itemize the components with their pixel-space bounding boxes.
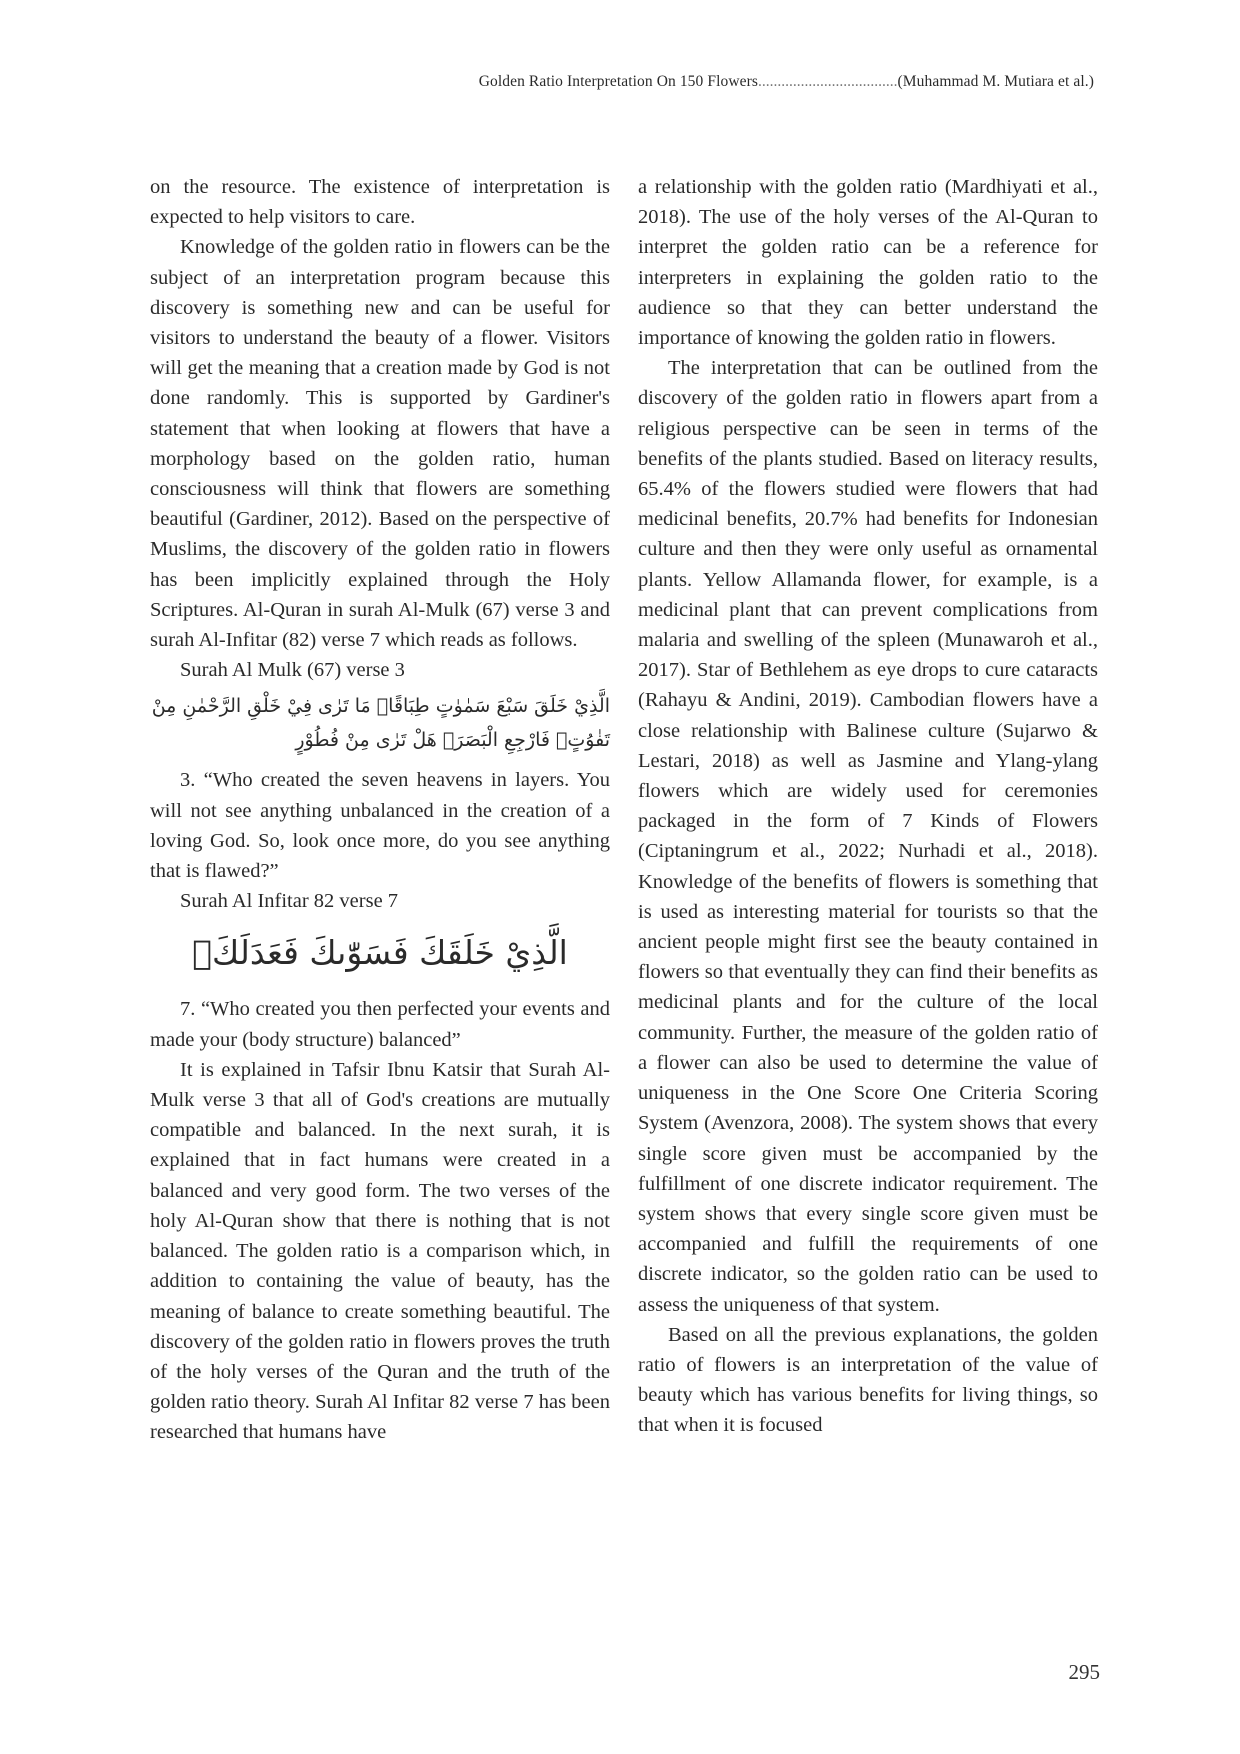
running-header — [479, 73, 1094, 91]
paragraph: The interpretation that can be outlined from the discovery of the golden ratio in flowers apart from a religious perspective can be seen in terms of the benefits of the plants studied. Based on literacy results, 65.4% of the flowers studied were flowers that had medicinal benefits, 20.7% had benefits for Indonesian culture and then they were only useful as ornamental plants. Yellow Allamanda flower, for example, is a medicinal plant that can prevent complications from malaria and swelling of the spleen (Munawaroh et al., 2017). Star of Bethlehem as eye drops to cure cataracts (Rahayu & Andini, 2019). Cambodian flowers have a close relationship with Balinese culture (Sujarwo & Lestari, 2018) as well as Jasmine and Ylang-ylang flowers which are widely used for ceremonies packaged in the form of 7 Kinds of Flowers (Ciptaningrum et al., 2022; Nurhadi et al., 2018). Knowledge of the benefits of flowers is something that is used as interesting material for tourists so that the ancient people might first see the beauty contained in flowers so that eventually they can find their benefits as medicinal plants and for the culture of the local community. Further, the measure of the golden ratio of a flower can also be used to determine the value of uniqueness in the One Score One Criteria Scoring System (Avenzora, 2008). The system shows that every single score given must be accompanied by the fulfillment of one discrete indicator requirement. The system shows that every single score given must be accompanied and fulfill the requirements of one discrete indicator, so the golden ratio can be used to assess the uniqueness of that system. — [638, 357, 1098, 1316]
surah-label: Surah Al Infitar 82 verse 7 — [180, 890, 399, 913]
arabic-verse: الَّذِيْ خَلَقَكَ فَسَوّٰىكَ فَعَدَلَكَۙ — [192, 933, 568, 973]
paragraph: It is explained in Tafsir Ibnu Katsir that Surah Al-Mulk verse 3 that all of God's creations are mutually compatible and balanced. In the next surah, it is explained that in fact humans were created in a balanced and very good form. The two verses of the holy Al-Quran show that there is nothing that is not balanced. The golden ratio is a comparison which, in addition to containing the value of beauty, has the meaning of balance to create something beautiful. The discovery of the golden ratio in flowers proves the truth of the holy verses of the Quran and the truth of the golden ratio theory. Surah Al Infitar 82 verse 7 has been researched that humans have — [150, 1058, 610, 1444]
left-column — [150, 172, 610, 1448]
surah-label: Surah Al Mulk (67) verse 3 — [180, 659, 405, 682]
paragraph: on the resource. The existence of interpretation is expected to help visitors to care. — [150, 176, 610, 229]
right-column — [638, 172, 1098, 1441]
arabic-verse: الَّذِيْ خَلَقَ سَبْعَ سَمٰوٰتٍ طِبَاقًاۗ مَا تَرٰى فِيْ خَلْقِ الرَّحْمٰنِ مِنْ تَفٰوُتٍۗ فَارْجِعِ الْبَصَرَۙ هَلْ تَرٰى مِنْ فُطُوْرٍ — [151, 695, 610, 752]
header-leader-dots: .................................... — [758, 73, 898, 90]
verse-translation: 7. “Who created you then perfected your events and made your (body structure) balanced” — [150, 998, 610, 1051]
paragraph: Knowledge of the golden ratio in flowers can be the subject of an interpretation program because this discovery is something new and can be useful for visitors to understand the beauty of a flower. Visitors will get the meaning that a creation made by God is not done randomly. This is supported by Gardiner's statement that when looking at flowers that have a morphology based on the golden ratio, human consciousness will think that flowers are something beautiful (Gardiner, 2012). Based on the perspective of Muslims, the discovery of the golden ratio in flowers has been implicitly explained through the Holy Scriptures. Al-Quran in surah Al-Mulk (67) verse 3 and surah Al-Infitar (82) verse 7 which reads as follows. — [150, 236, 610, 652]
header-title: Golden Ratio Interpretation On 150 Flowers — [478, 73, 758, 90]
verse-translation: 3. “Who created the seven heavens in layers. You will not see anything unbalanced in the creation of a loving God. So, look once more, do you see anything that is flawed?” — [150, 769, 610, 883]
header-authors: (Muhammad M. Mutiara et al.) — [897, 73, 1094, 90]
paragraph: Based on all the previous explanations, the golden ratio of flowers is an interpretation of the value of beauty which has various benefits for living things, so that when it is focused — [638, 1323, 1098, 1437]
paragraph: a relationship with the golden ratio (Mardhiyati et al., 2018). The use of the holy verses of the Al-Quran to interpret the golden ratio can be a reference for interpreters in explaining the golden ratio to the audience so that they can better understand the importance of knowing the golden ratio in flowers. — [638, 176, 1098, 350]
page-number: 295 — [1068, 1660, 1100, 1684]
